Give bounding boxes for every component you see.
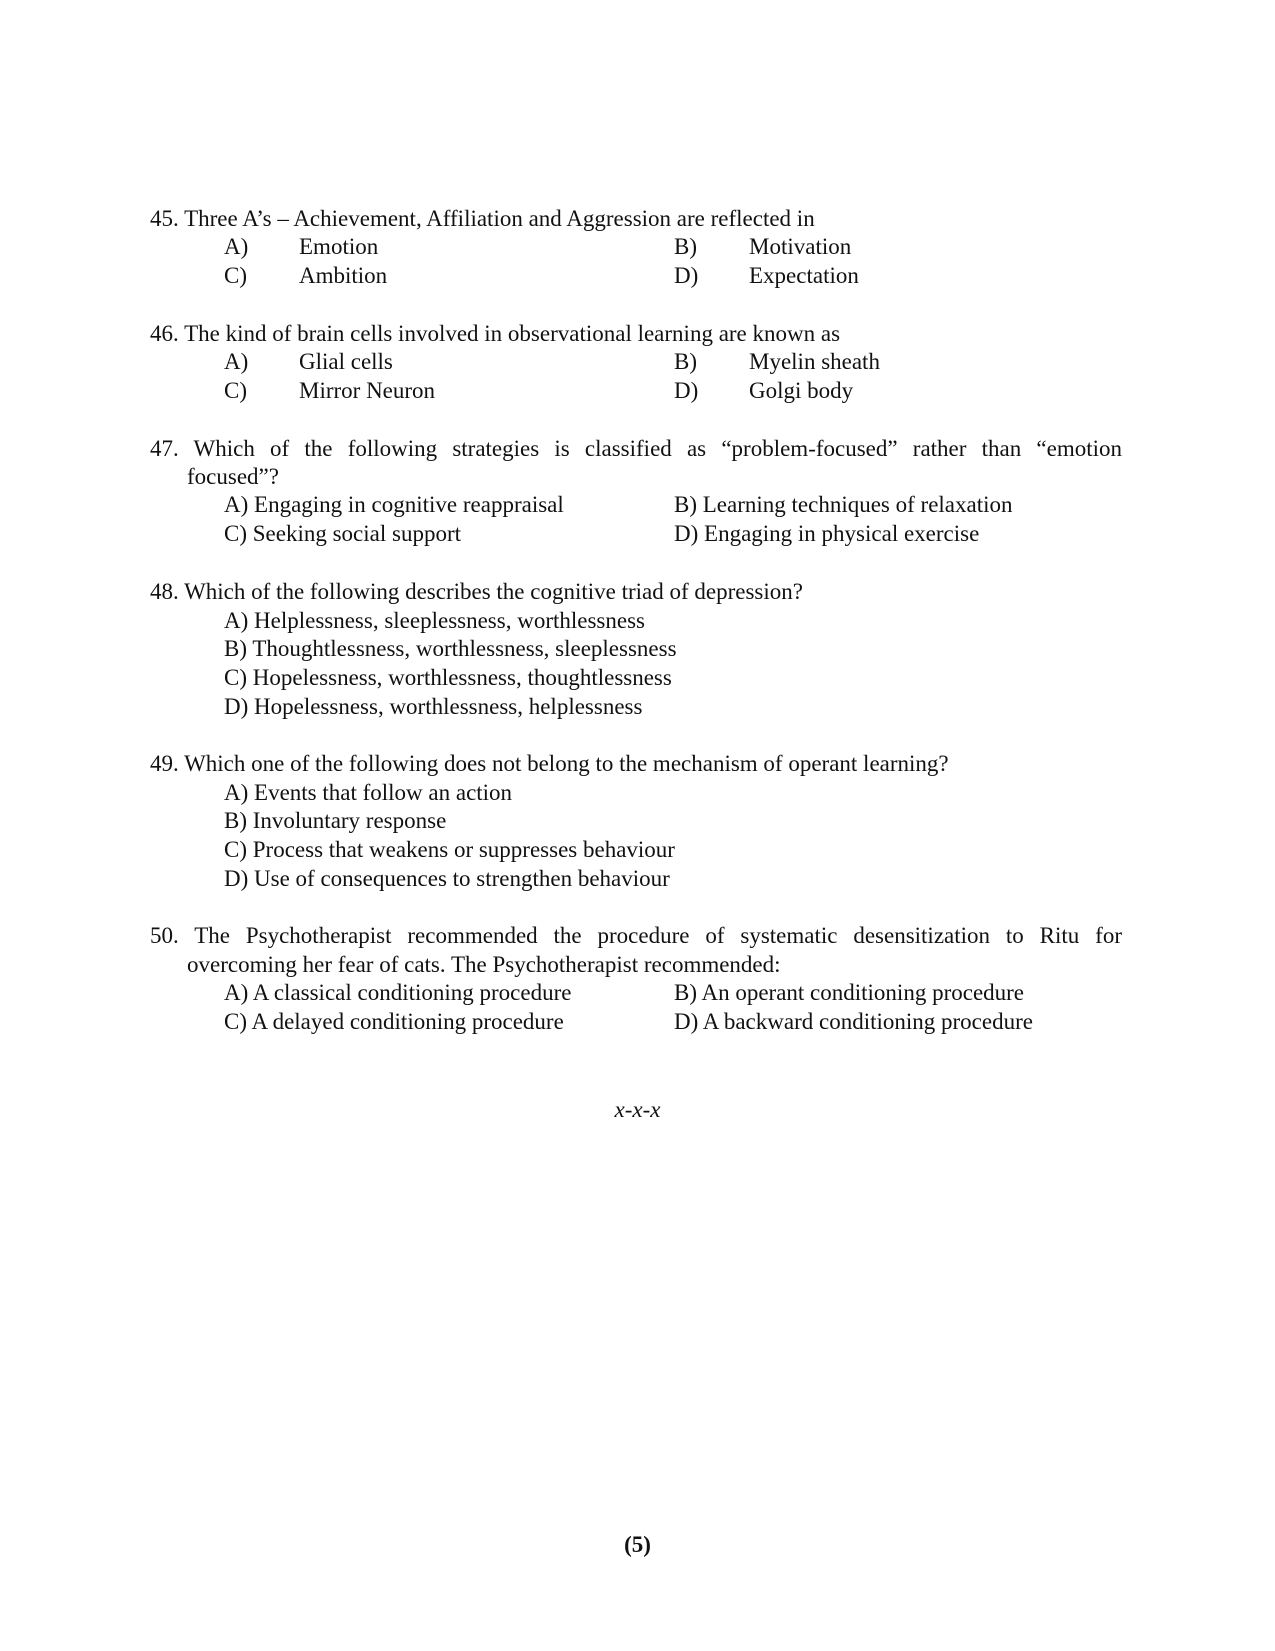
question-47-option-a: A) Engaging in cognitive reappraisal (224, 492, 564, 517)
option-label: A) (224, 349, 249, 374)
question-47-stem-line1: 47. Which of the following strategies is classified as “problem-focused” rather than “emotion (150, 436, 1122, 461)
option-text: Expectation (749, 263, 859, 288)
question-47-option-d: D) Engaging in physical exercise (674, 521, 980, 546)
question-46-stem: 46. The kind of brain cells involved in observational learning are known as (150, 321, 841, 346)
question-45-stem: 45. Three A’s – Achievement, Affiliation and Aggression are reflected in (150, 206, 815, 231)
option-label: D) (674, 263, 699, 288)
question-45-option-d (674, 262, 859, 290)
question-48-option-a: A) Helplessness, sleeplessness, worthlessness (224, 608, 645, 633)
option-label: A) (224, 234, 249, 259)
question-46-option-a (224, 348, 393, 376)
question-48-stem: 48. Which of the following describes the cognitive triad of depression? (150, 579, 803, 604)
page-number: (5) (624, 1532, 651, 1557)
question-49-option-a: A) Events that follow an action (224, 780, 513, 805)
question-49-option-b: B) Involuntary response (224, 808, 447, 833)
option-label: C) (224, 378, 247, 403)
question-47-option-c: C) Seeking social support (224, 521, 461, 546)
question-50-option-a: A) A classical conditioning procedure (224, 980, 572, 1005)
question-48-option-b: B) Thoughtlessness, worthlessness, sleeplessness (224, 636, 677, 661)
option-text: Myelin sheath (749, 349, 880, 374)
question-45-option-c (224, 262, 387, 290)
question-46-option-d (674, 377, 853, 405)
question-48-option-c: C) Hopelessness, worthlessness, thoughtlessness (224, 665, 672, 690)
question-47-option-b: B) Learning techniques of relaxation (674, 492, 1013, 517)
question-45-option-b (674, 233, 851, 261)
question-49-stem: 49. Which one of the following does not belong to the mechanism of operant learning? (150, 751, 949, 776)
question-50-stem-line2: overcoming her fear of cats. The Psychotherapist recommended: (187, 952, 781, 977)
question-46-option-c (224, 377, 435, 405)
option-text: Ambition (299, 263, 388, 288)
option-text: Motivation (749, 234, 852, 259)
question-50-option-b: B) An operant conditioning procedure (674, 980, 1025, 1005)
question-49-option-c: C) Process that weakens or suppresses behaviour (224, 837, 675, 862)
question-46-option-b (674, 348, 880, 376)
question-50-stem-line1: 50. The Psychotherapist recommended the procedure of systematic desensitization to Ritu for (150, 923, 1122, 948)
option-text: Emotion (299, 234, 379, 259)
option-label: B) (674, 234, 697, 259)
option-label: C) (224, 263, 247, 288)
option-text: Golgi body (749, 378, 854, 403)
option-label: B) (674, 349, 697, 374)
option-text: Glial cells (299, 349, 393, 374)
question-48-option-d: D) Hopelessness, worthlessness, helplessness (224, 694, 643, 719)
question-45-option-a (224, 233, 378, 261)
end-marker: x-x-x (614, 1097, 661, 1122)
question-50-option-c: C) A delayed conditioning procedure (224, 1009, 564, 1034)
question-49-option-d: D) Use of consequences to strengthen behaviour (224, 866, 670, 891)
option-text: Mirror Neuron (299, 378, 436, 403)
question-47-stem-line2: focused”? (187, 464, 279, 489)
option-label: D) (674, 378, 699, 403)
question-50-option-d: D) A backward conditioning procedure (674, 1009, 1033, 1034)
